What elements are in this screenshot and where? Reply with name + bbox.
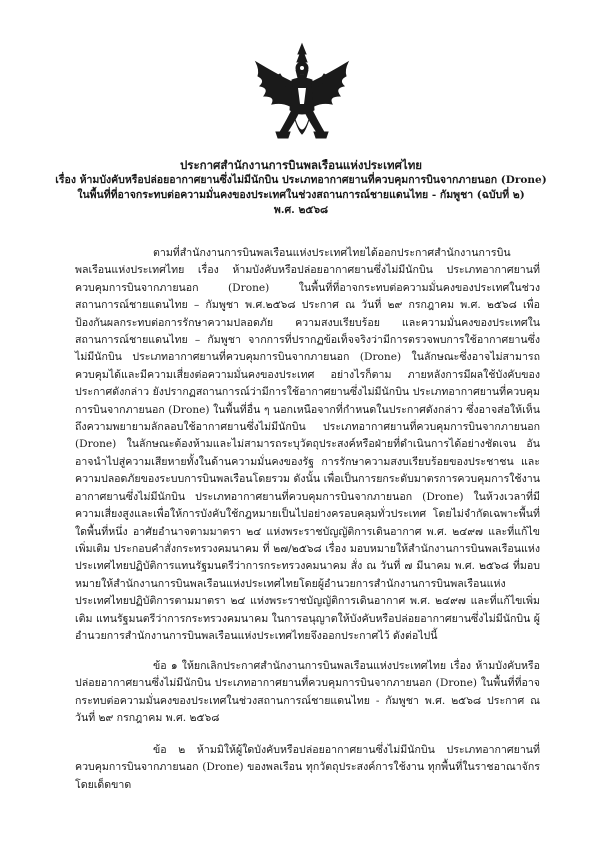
- clause-1-paragraph: ข้อ ๑ ให้ยกเลิกประกาศสำนักงานการบินพลเรือนแห่งประเทศไทย เรื่อง ห้ามบังคับหรือปล่อยอากาศยานซึ่งไม่มีนักบิน ประเภทอากาศยานที่ควบคุมการบินจากภายนอก (Drone) ในพื้นที่ที่อาจกระทบต่อความมั่นคงของประเทศในช่วงสถานการณ์ชายแดนไทย - กัมพูชา พ.ศ. ๒๕๖๘ ประกาศ ณ วันที่ ๒๙ กรกฎาคม พ.ศ. ๒๕๖๘: [75, 660, 540, 725]
- announcement-subject-line1: เรื่อง ห้ามบังคับหรือปล่อยอากาศยานซึ่งไม่มีนักบิน ประเภทอากาศยานที่ควบคุมการบินจากภายนอก (Drone): [55, 174, 547, 186]
- announcement-title: ประกาศสำนักงานการบินพลเรือนแห่งประเทศไทย: [179, 158, 423, 172]
- clause-2-paragraph: ข้อ ๒ ห้ามมิให้ผู้ใดบังคับหรือปล่อยอากาศยานซึ่งไม่มีนักบิน ประเภทอากาศยานที่ควบคุมการบินจากภายนอก (Drone) ของพลเรือน ทุกวัตถุประสงค์การใช้งาน ทุกพื้นที่ในราชอาณาจักร โดยเด็ดขาด: [75, 744, 540, 791]
- announcement-subject-line2: ในพื้นที่ที่อาจกระทบต่อความมั่นคงของประเทศในช่วงสถานการณ์ชายแดนไทย - กัมพูชา (ฉบับที่ ๒): [77, 189, 525, 201]
- announcement-header: [40, 158, 562, 218]
- announcement-year: พ.ศ. ๒๕๖๘: [273, 204, 329, 216]
- garuda-emblem-icon: [246, 40, 358, 152]
- preamble-paragraph: ตามที่สำนักงานการบินพลเรือนแห่งประเทศไทยได้ออกประกาศสำนักงานการบินพลเรือนแห่งประเทศไทย เรื่อง ห้ามบังคับหรือปล่อยอากาศยานซึ่งไม่มีนักบิน ประเภทอากาศยานที่ควบคุมการบินจากภายนอก (Drone) ในพื้นที่ที่อาจกระทบต่อความมั่นคงของประเทศในช่วงสถานการณ์ชายแดนไทย – กัมพูชา พ.ศ.๒๕๖๘ ประกาศ ณ วันที่ ๒๙ กรกฎาคม พ.ศ. ๒๕๖๘ เพื่อป้องกันผลกระทบต่อการรักษาความปลอดภัย ความสงบเรียบร้อย และความมั่นคงของประเทศในสถานการณ์ชายแดนไทย – กัมพูชา จากการที่ปรากฏข้อเท็จจริงว่ามีการตรวจพบการใช้อากาศยานซึ่งไม่มีนักบิน ประเภทอากาศยานที่ควบคุมการบินจากภายนอก (Drone) ในลักษณะซึ่งอาจไม่สามารถควบคุมได้และมีความเสี่ยงต่อความมั่นคงของประเทศ อย่างไรก็ตาม ภายหลังการมีผลใช้บังคับของประกาศดังกล่าว ยังปรากฏสถานการณ์ว่ามีการใช้อากาศยานซึ่งไม่มีนักบิน ประเภทอากาศยานที่ควบคุมการบินจากภายนอก (Drone) ในพื้นที่อื่น ๆ นอกเหนือจากที่กำหนดในประกาศดังกล่าว ซึ่งอาจส่อให้เห็นถึงความพยายามลักลอบใช้อากาศยานซึ่งไม่มีนักบิน ประเภทอากาศยานที่ควบคุมการบินจากภายนอก (Drone) ในลักษณะต้องห้ามและไม่สามารถระบุวัตถุประสงค์หรือฝ่ายที่ดำเนินการได้อย่างชัดเจน อันอาจนำไปสู่ความเสียหายทั้งในด้านความมั่นคงของรัฐ การรักษาความสงบเรียบร้อยของประชาชน และความปลอดภัยของระบบการบินพลเรือนโดยรวม ดังนั้น เพื่อเป็นการยกระดับมาตรการควบคุมการใช้งานอากาศยานซึ่งไม่มีนักบิน ประเภทอากาศยานที่ควบคุมการบินจากภายนอก (Drone) ในห้วงเวลาที่มีความเสี่ยงสูงและเพื่อให้การบังคับใช้กฎหมายเป็นไปอย่างครอบคลุมทั่วประเทศ โดยไม่จำกัดเฉพาะพื้นที่ใดพื้นที่หนึ่ง อาศัยอำนาจตามมาตรา ๒๔ แห่งพระราชบัญญัติการเดินอากาศ พ.ศ. ๒๔๙๗ และที่แก้ไขเพิ่มเติม ประกอบคำสั่งกระทรวงคมนาคม ที่ ๒๗/๒๕๖๘ เรื่อง มอบหมายให้สำนักงานการบินพลเรือนแห่งประเทศไทยปฏิบัติการแทนรัฐมนตรีว่าการกระทรวงคมนาคม สั่ง ณ วันที่ ๗ มีนาคม พ.ศ. ๒๕๖๘ ที่มอบหมายให้สำนักงานการบินพลเรือนแห่งประเทศไทยโดยผู้อำนวยการสำนักงานการบินพลเรือนแห่งประเทศไทยปฏิบัติการตามมาตรา ๒๔ แห่งพระราชบัญญัติการเดินอากาศ พ.ศ. ๒๔๙๗ และที่แก้ไขเพิ่มเติม แทนรัฐมนตรีว่าการกระทรวงคมนาคม ในการอนุญาตให้บังคับหรือปล่อยอากาศยานซึ่งไม่มีนักบิน ผู้อำนวยการสำนักงานการบินพลเรือนแห่งประเทศไทยจึงออกประกาศไว้ ดังต่อไปนี้: [75, 247, 540, 642]
